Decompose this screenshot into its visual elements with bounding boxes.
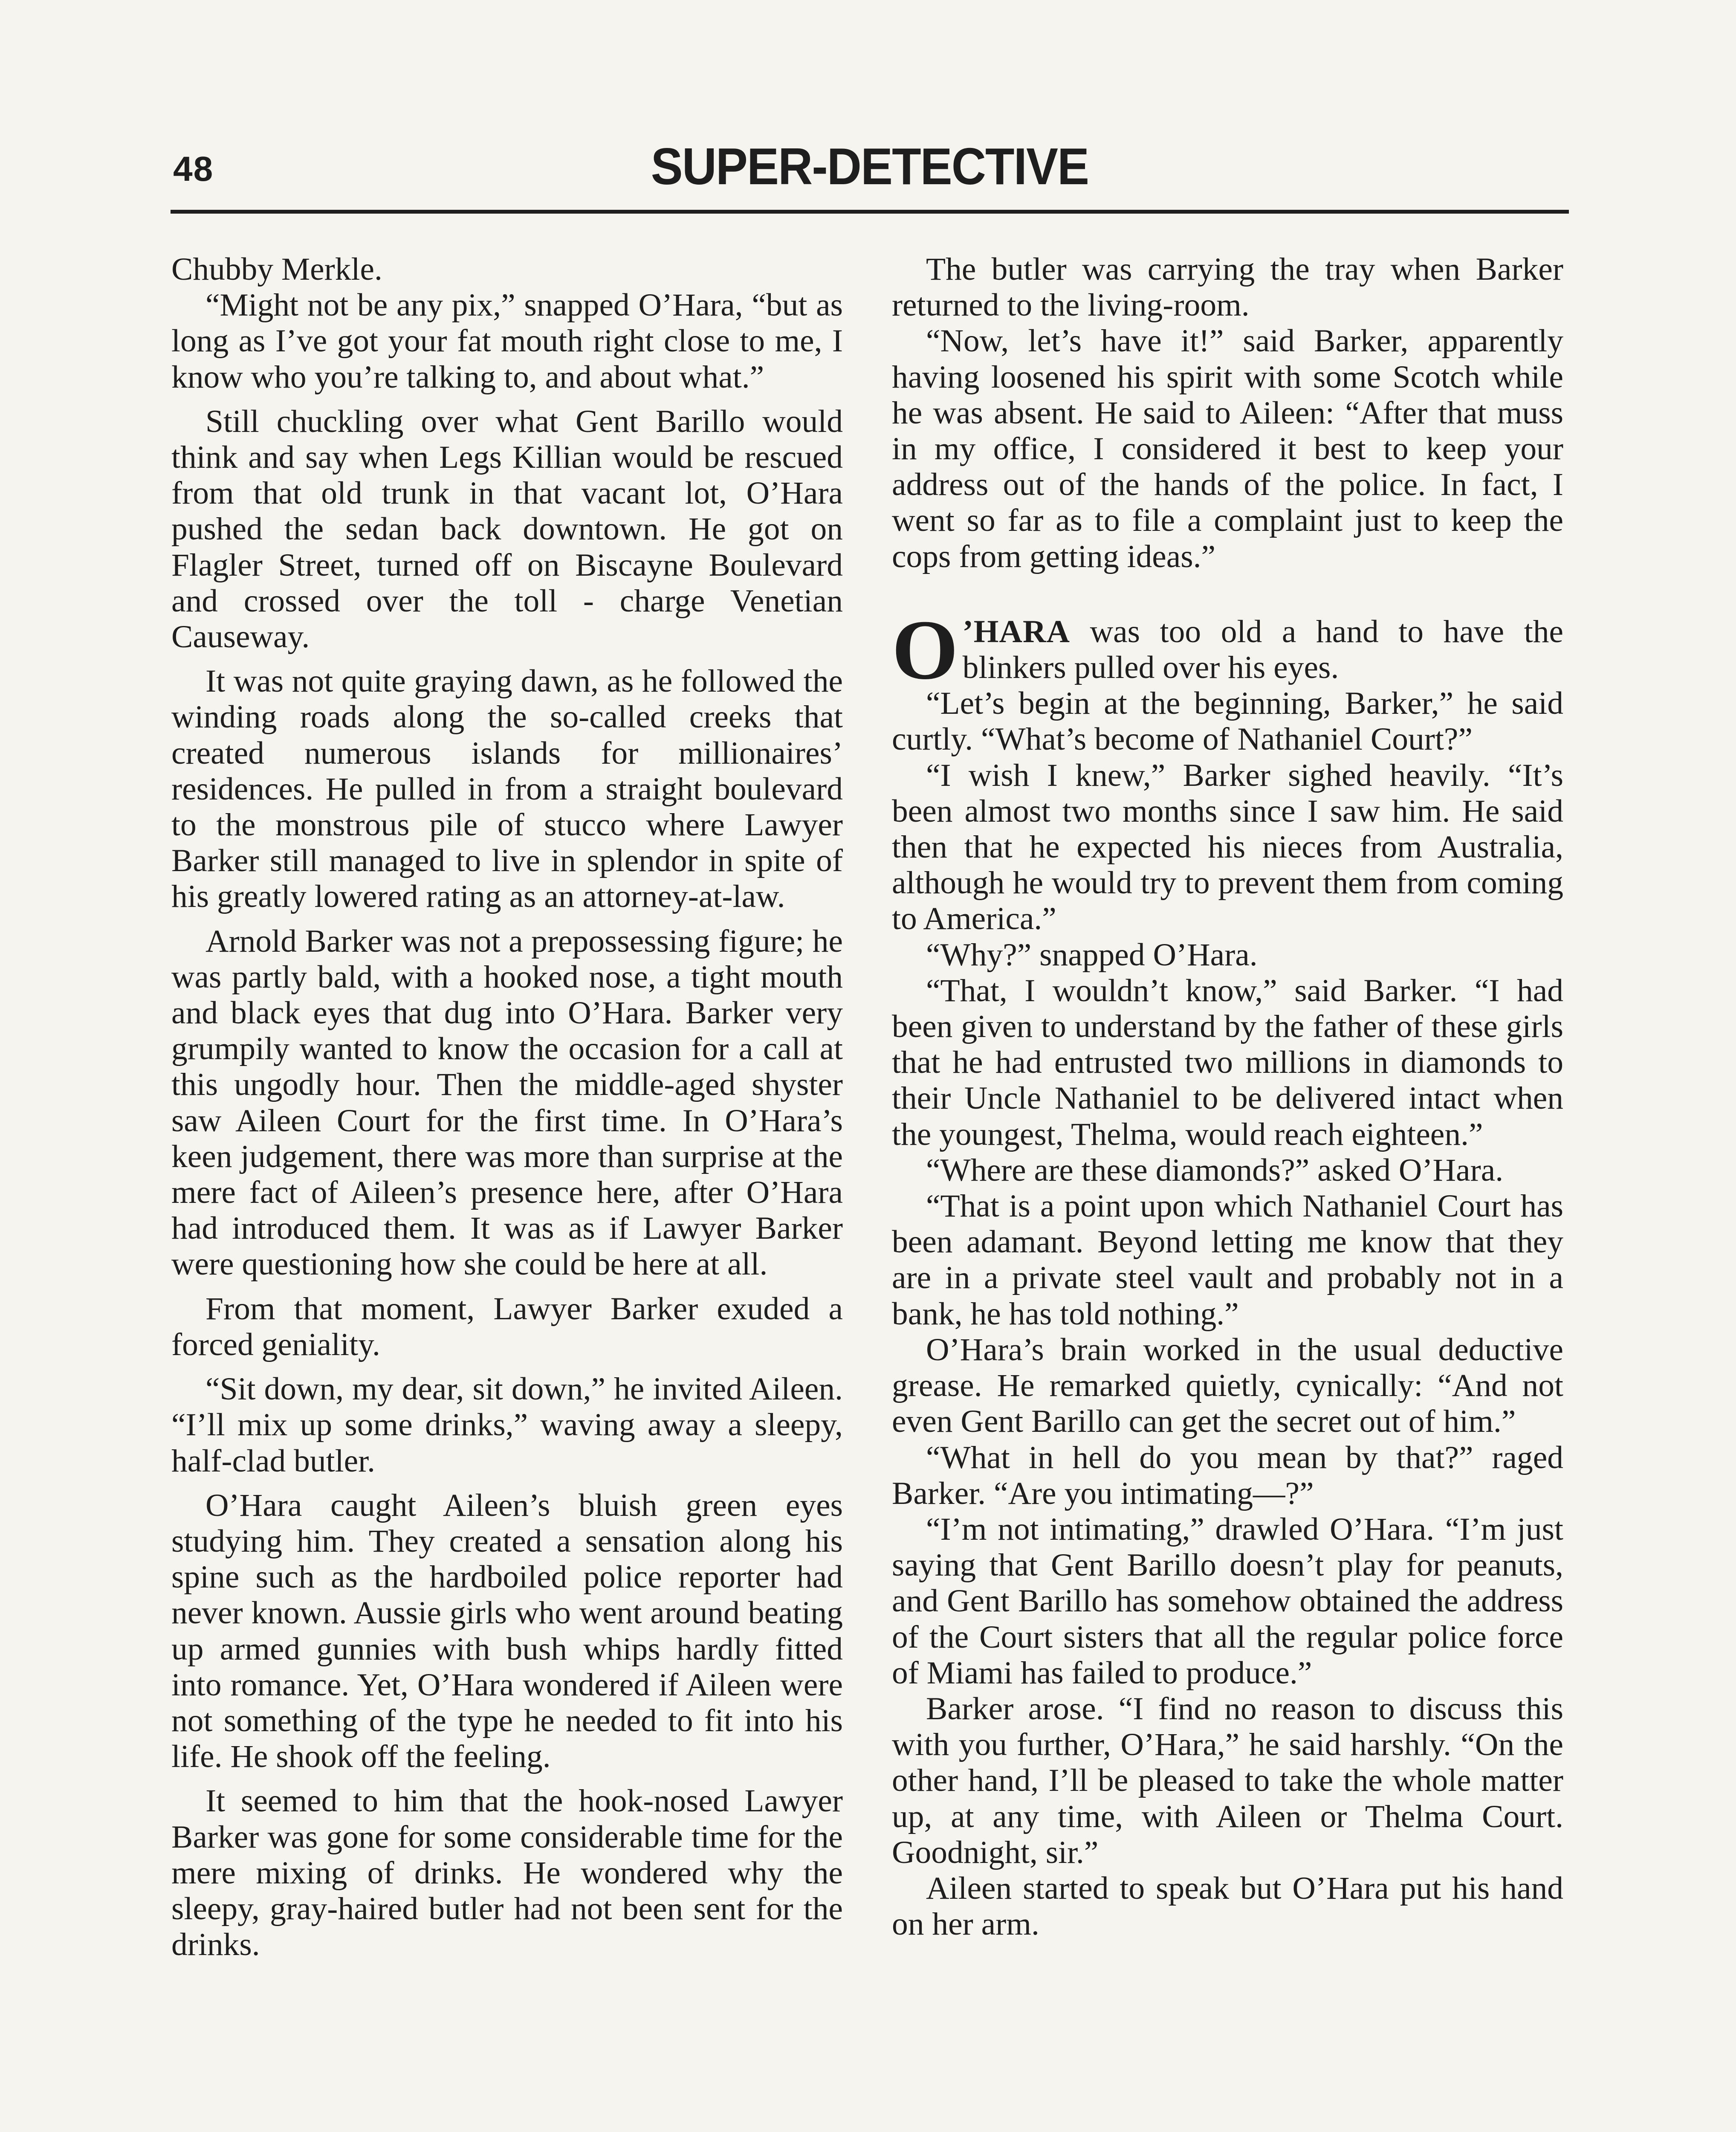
paragraph: Still chuckling over what Gent Barillo would think and say when Legs Killian would be rescued from that old trunk in that vacant lot, O’Hara pushed the sedan back downtown. He got on Flagler Street, turned off on Biscayne Boulevard and crossed over the toll - charge Venetian Causeway. (171, 403, 843, 655)
paragraph: O’Hara’s brain worked in the usual deductive grease. He remarked quietly, cynically: “And not even Gent Barillo can get the secret out of him.” (892, 1332, 1563, 1440)
paragraph-text: was too old a hand to have the blinkers pulled over his eyes. (962, 614, 1563, 686)
left-column (171, 252, 843, 1963)
page-number: 48 (173, 150, 214, 188)
paragraph: Aileen started to speak but O’Hara put his hand on her arm. (892, 1870, 1563, 1942)
magazine-title: SUPER-DETECTIVE (651, 137, 1089, 195)
paragraph: “Now, let’s have it!” said Barker, apparently having loosened his spirit with some Scotch while he was absent. He said to Aileen: “After that muss in my office, I considered it best to keep your address out of the hands of the police. In fact, I went so far as to file a complaint just to keep the cops from getting ideas.” (892, 323, 1563, 574)
paragraph: Arnold Barker was not a prepossessing figure; he was partly bald, with a hooked nose, a tight mouth and black eyes that dug into O’Hara. Barker very grumpily wanted to know the occasion for a call at this ungodly hour. Then the middle-aged shyster saw Aileen Court for the first time. In O’Hara’s keen judgement, there was more than surprise at the mere fact of Aileen’s presence here, after O’Hara had introduced them. It was as if Lawyer Barker were questioning how she could be here at all. (171, 923, 843, 1282)
paragraph: “Let’s begin at the beginning, Barker,” he said curtly. “What’s become of Nathaniel Court?” (892, 686, 1563, 757)
right-column (892, 252, 1563, 1942)
lead-in-word: ’HARA (962, 614, 1071, 649)
paragraph: “Might not be any pix,” snapped O’Hara, “but as long as I’ve got your fat mouth right close to me, I know who you’re talking to, and about what.” (171, 287, 843, 395)
paragraph: “Sit down, my dear, sit down,” he invited Aileen. “I’ll mix up some drinks,” waving away a sleepy, half-clad butler. (171, 1371, 843, 1479)
paragraph: “I wish I knew,” Barker sighed heavily. “It’s been almost two months since I saw him. He said then that he expected his nieces from Australia, although he would try to prevent them from coming to America.” (892, 757, 1563, 937)
paragraph: It seemed to him that the hook-nosed Lawyer Barker was gone for some considerable time for the mere mixing of drinks. He wondered why the sleepy, gray-haired butler had not been sent for the drinks. (171, 1783, 843, 1963)
paragraph: “That is a point upon which Nathaniel Court has been adamant. Beyond letting me know that they are in a private steel vault and probably not in a bank, he has told nothing.” (892, 1188, 1563, 1332)
paragraph: O’Hara caught Aileen’s bluish green eyes studying him. They created a sensation along his spine such as the hardboiled police reporter had never known. Aussie girls who went around beating up armed gunnies with bush whips hardly fitted into romance. Yet, O’Hara wondered if Aileen were not something of the type he needed to fit into his life. He shook off the feeling. (171, 1487, 843, 1775)
paragraph: “Why?” snapped O’Hara. (926, 937, 1258, 973)
paragraph: “I’m not intimating,” drawled O’Hara. “I’m just saying that Gent Barillo doesn’t play for peanuts, and Gent Barillo has somehow obtained the address of the Court sisters that all the regular police force of Miami has failed to produce.” (892, 1511, 1563, 1691)
paragraph: “That, I wouldn’t know,” said Barker. “I had been given to understand by the father of these girls that he had entrusted two millions in diamonds to their Uncle Nathaniel to be delivered intact when the youngest, Thelma, would reach eighteen.” (892, 973, 1563, 1152)
paragraph: It was not quite graying dawn, as he followed the winding roads along the so-called creeks that created numerous islands for millionaires’ residences. He pulled in from a straight boulevard to the monstrous pile of stucco where Lawyer Barker still managed to live in splendor in spite of his greatly lowered rating as an attorney-at-law. (171, 663, 843, 915)
paragraph: Barker arose. “I find no reason to discuss this with you further, O’Hara,” he said harshly. “On the other hand, I’ll be pleased to take the whole matter up, at any time, with Aileen or Thelma Court. Goodnight, sir.” (892, 1691, 1563, 1870)
section-opening-paragraph (892, 603, 1563, 697)
drop-cap: O (892, 603, 958, 697)
paragraph: “Where are these diamonds?” asked O’Hara. (926, 1152, 1504, 1188)
paragraph: “What in hell do you mean by that?” raged Barker. “Are you intimating—?” (892, 1440, 1563, 1511)
header-rule (171, 210, 1569, 214)
paragraph: The butler was carrying the tray when Barker returned to the living-room. (892, 252, 1563, 323)
paragraph: From that moment, Lawyer Barker exuded a forced geniality. (171, 1291, 843, 1362)
page-header (171, 136, 1569, 205)
paragraph: Chubby Merkle. (171, 252, 382, 287)
